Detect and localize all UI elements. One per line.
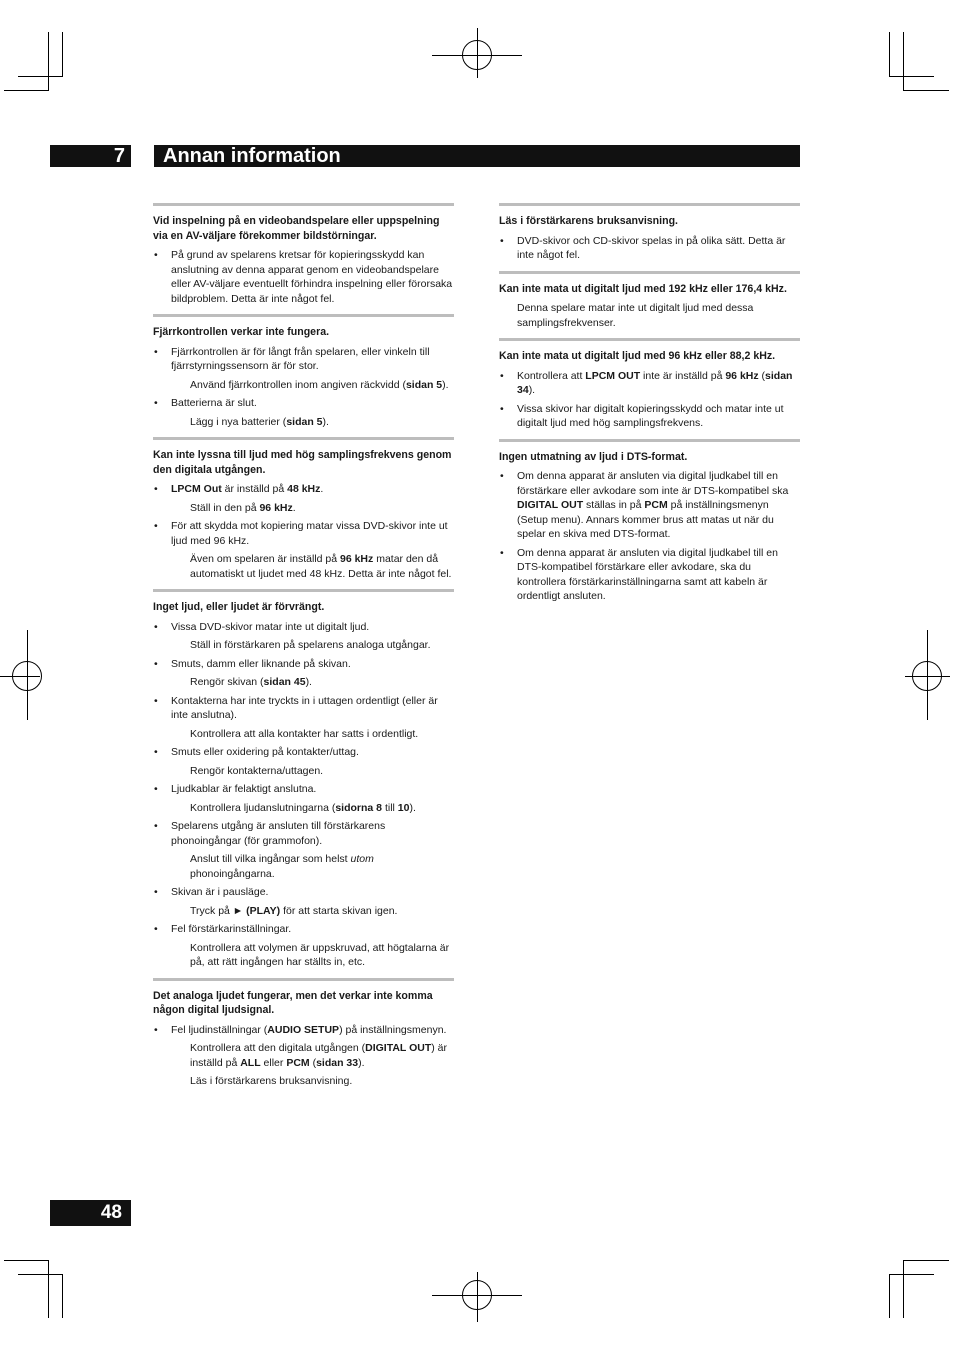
crop-mark [4, 1260, 49, 1261]
troubleshooting-section [499, 439, 800, 604]
symptom-bullet: • Kontakterna har inte tryckts in i uttagen ordentligt (eller är inte anslutna). [153, 694, 454, 723]
troubleshooting-section [499, 203, 800, 263]
troubleshooting-section [153, 437, 454, 581]
remedy-text: Kontrollera att alla kontakter har satts i ordentligt. [190, 727, 419, 740]
section-heading: Inget ljud, eller ljudet är förvrängt. [153, 601, 325, 613]
remedy-text: Kontrollera att volymen är uppskruvad, att högtalarna är på, att rätt ingången har ställts in, etc. [190, 941, 450, 968]
remedy-text: Lägg i nya batterier (sidan 5). [190, 415, 329, 428]
remedy-text: Kontrollera ljudanslutningarna (sidorna 8 till 10). [190, 801, 416, 814]
remedy-text: Anslut till vilka ingångar som helst utom phonoingångarna. [190, 853, 374, 880]
chapter-number: 7 [50, 145, 131, 167]
symptom-bullet: • Fel förstärkarinställningar. [153, 922, 454, 937]
left-column [153, 203, 454, 1097]
troubleshooting-section [153, 589, 454, 970]
crop-mark [903, 32, 904, 90]
remedy-text: Tryck på ► (PLAY) för att starta skivan igen. [190, 904, 398, 917]
section-heading: Kan inte mata ut digitalt ljud med 96 kHz eller 88,2 kHz. [499, 350, 776, 362]
page-number: 48 [50, 1200, 131, 1226]
registration-mark [477, 28, 478, 78]
troubleshooting-section [153, 314, 454, 429]
symptom-bullet: • DVD-skivor och CD-skivor spelas in på olika sätt. Detta är inte något fel. [499, 234, 800, 263]
crop-mark [48, 32, 49, 90]
remedy-text: Använd fjärrkontrollen inom angiven räckvidd (sidan 5). [190, 378, 449, 391]
remedy-text: Läs i förstärkarens bruksanvisning. [190, 1075, 353, 1087]
section-heading: Kan inte mata ut digitalt ljud med 192 kHz eller 176,4 kHz. [499, 282, 787, 295]
crop-mark [62, 32, 63, 77]
symptom-bullet: • Fjärrkontrollen är för långt från spelaren, eller vinkeln till fjärrstyrningssensorn är för stor. [153, 345, 454, 374]
right-column [499, 203, 800, 612]
remedy-text: Ställ in förstärkaren på spelarens analoga utgångar. [190, 639, 431, 651]
remedy-text: Kontrollera att den digitala utgången (DIGITAL OUT) är inställd på ALL eller PCM (sidan 33). [190, 1042, 447, 1069]
section-heading: Läs i förstärkarens bruksanvisning. [499, 215, 678, 227]
crop-mark [18, 1274, 63, 1275]
section-heading: Fjärrkontrollen verkar inte fungera. [153, 326, 330, 338]
section-heading: Vid inspelning på en videobandspelare eller uppspelning via en AV-väljare förekommer bildstörningar. [153, 215, 440, 242]
crop-mark [903, 1260, 949, 1261]
symptom-bullet: • LPCM Out är inställd på 48 kHz. [153, 482, 454, 497]
symptom-bullet: • Batterierna är slut. [153, 396, 454, 411]
registration-mark [27, 630, 28, 720]
registration-mark [927, 630, 928, 720]
crop-mark [4, 90, 49, 91]
chapter-title: Annan information [154, 145, 800, 167]
registration-mark [477, 1272, 478, 1322]
symptom-bullet: • Vissa skivor har digitalt kopieringsskydd och matar inte ut digitalt ljud med hög samplingsfrekvens. [499, 402, 800, 431]
crop-mark [903, 1260, 904, 1318]
crop-mark [889, 1274, 934, 1275]
crop-mark [889, 32, 890, 77]
remedy-text: Rengör skivan (sidan 45). [190, 676, 312, 688]
troubleshooting-section [499, 338, 800, 431]
remedy-text: Ställ in den på 96 kHz. [190, 501, 296, 514]
crop-mark [889, 76, 934, 77]
section-heading: Kan inte lyssna till ljud med hög samplingsfrekvens genom den digitala utgången. [153, 449, 452, 476]
symptom-bullet: • Ljudkablar är felaktigt anslutna. [153, 782, 454, 797]
crop-mark [18, 76, 63, 77]
remedy-text: Även om spelaren är inställd på 96 kHz matar den då automatiskt ut ljudet med 48 kHz. Detta är inte något fel. [190, 553, 452, 580]
symptom-bullet: • Smuts, damm eller liknande på skivan. [153, 657, 454, 672]
symptom-bullet: • På grund av spelarens kretsar för kopieringsskydd kan anslutning av denna apparat genom en videobandspelare eller AV-väljare eventuellt förhindra inspelning eller förorsaka bildproblem. Detta är inte något fel. [153, 248, 454, 306]
symptom-bullet: • Spelarens utgång är ansluten till förstärkarens phonoingångar (för grammofon). [153, 819, 454, 848]
section-heading: Ingen utmatning av ljud i DTS-format. [499, 450, 688, 463]
symptom-bullet: • Fel ljudinställningar (AUDIO SETUP) på inställningsmenyn. [153, 1023, 454, 1038]
crop-mark [62, 1274, 63, 1318]
symptom-bullet: • Om denna apparat är ansluten via digital ljudkabel till en förstärkare eller avkodare som inte är DTS-kompatibel ska DIGITAL OUT ställas in på PCM på inställningsmenyn (Setup menu). Annars kommer brus att matas ut när du spelar en skiva med DTS-format. [499, 469, 800, 542]
registration-mark [0, 676, 40, 677]
troubleshooting-section [153, 978, 454, 1089]
troubleshooting-section [499, 271, 800, 331]
note-text: Denna spelare matar inte ut digitalt ljud med dessa samplingsfrekvenser. [517, 302, 754, 329]
section-heading: Det analoga ljudet fungerar, men det verkar inte komma någon digital ljudsignal. [153, 989, 433, 1016]
symptom-bullet: • Vissa DVD-skivor matar inte ut digitalt ljud. [153, 620, 454, 635]
crop-mark [903, 90, 949, 91]
symptom-bullet: • Skivan är i pausläge. [153, 885, 454, 900]
symptom-bullet: • Smuts eller oxidering på kontakter/uttag. [153, 745, 454, 760]
crop-mark [48, 1260, 49, 1318]
symptom-bullet: • Om denna apparat är ansluten via digital ljudkabel till en DTS-kompatibel förstärkare eller avkodare, ska du kontrollera förstärkarinställningarna samt att kabeln är ordentligt ansluten. [499, 546, 800, 604]
crop-mark [889, 1274, 890, 1318]
symptom-bullet: • För att skydda mot kopiering matar vissa DVD-skivor inte ut ljud med 96 kHz. [153, 519, 454, 548]
troubleshooting-section [153, 203, 454, 306]
remedy-text: Rengör kontakterna/uttagen. [190, 764, 324, 777]
symptom-bullet: • Kontrollera att LPCM OUT inte är inställd på 96 kHz (sidan 34). [499, 369, 800, 398]
